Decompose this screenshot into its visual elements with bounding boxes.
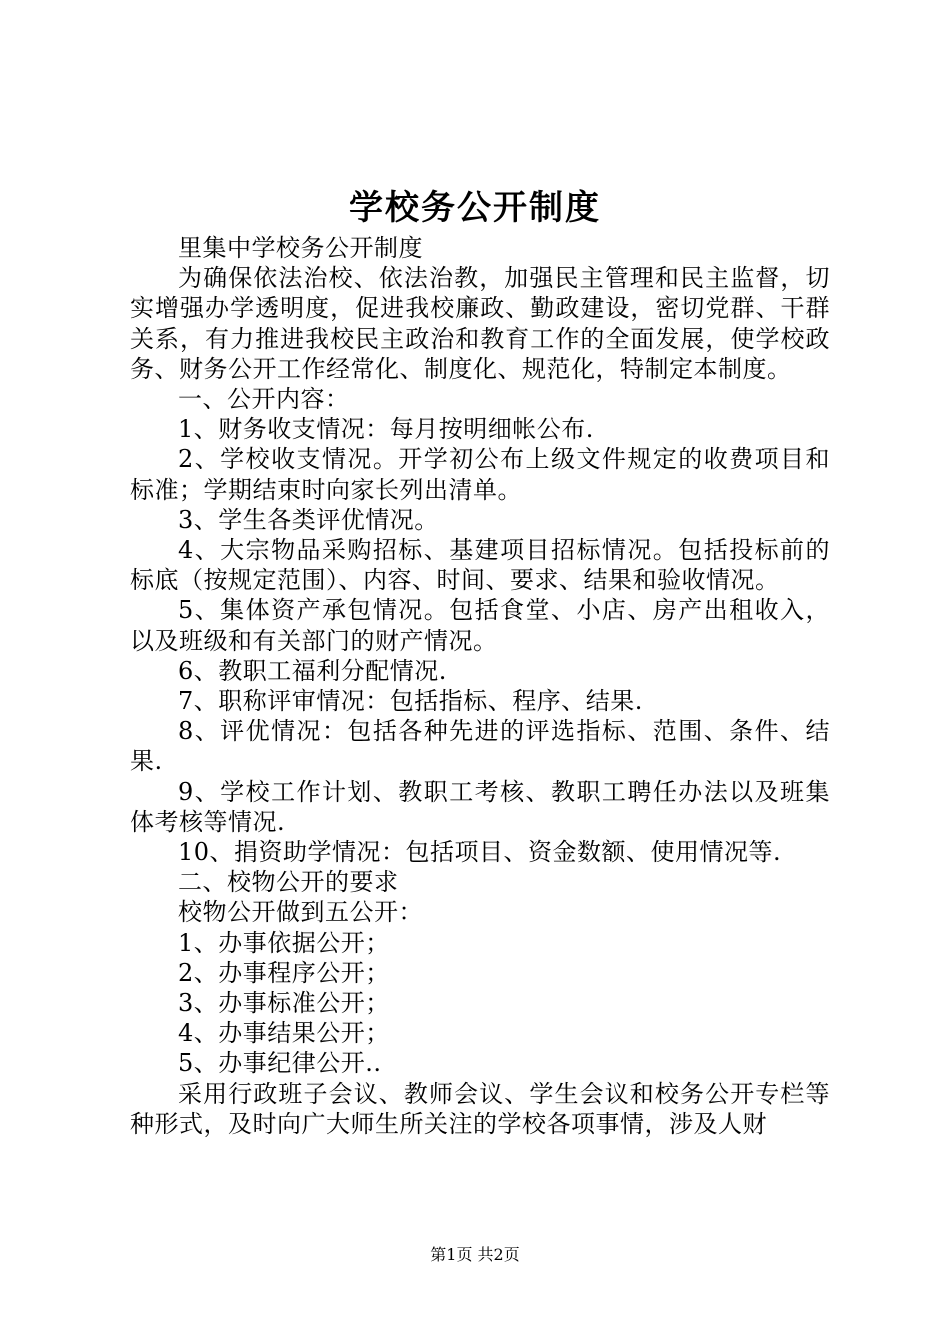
paragraph: 5、办事纪律公开.. (178, 1049, 382, 1078)
paragraph: 9、学校工作计划、教职工考核、教职工聘任办法以及班集体考核等情况. (130, 777, 830, 836)
paragraph: 10、捐资助学情况：包括项目、资金数额、使用情况等. (178, 838, 782, 867)
paragraph: 3、办事标准公开； (178, 989, 390, 1018)
paragraph: 6、教职工福利分配情况. (178, 656, 447, 685)
paragraph: 5、集体资产承包情况。包括食堂、小店、房产出租收入，以及班级和有关部门的财产情况。 (130, 596, 830, 655)
paragraph: 4、办事结果公开； (178, 1019, 390, 1048)
paragraph: 2、学校收支情况。开学初公布上级文件规定的收费项目和标准；学期结束时向家长列出清单。 (130, 445, 830, 504)
paragraph: 校物公开做到五公开： (178, 898, 423, 927)
document-title: 学校务公开制度 (349, 188, 601, 228)
paragraph: 一、公开内容： (178, 385, 350, 414)
paragraph: 1、财务收支情况：每月按明细帐公布. (178, 415, 594, 444)
paragraph: 为确保依法治校、依法治教，加强民主管理和民主监督，切实增强办学透明度，促进我校廉政、勤政建设，密切党群、干群关系，有力推进我校民主政治和教育工作的全面发展，使学校政务、财务公开工作经常化、制度化、规范化，特制定本制度。 (130, 264, 830, 383)
document-body (130, 233, 830, 1139)
paragraph: 3、学生各类评优情况。 (178, 505, 439, 534)
page-footer: 第1页 共2页 (430, 1245, 520, 1264)
paragraph: 二、校物公开的要求 (178, 868, 399, 897)
paragraph: 里集中学校务公开制度 (178, 234, 423, 262)
paragraph: 4、大宗物品采购招标、基建项目招标情况。包括投标前的标底（按规定范围）、内容、时间、要求、结果和验收情况。 (130, 536, 830, 595)
paragraph: 采用行政班子会议、教师会议、学生会议和校务公开专栏等种形式，及时向广大师生所关注的学校各项事情，涉及人财 (130, 1079, 830, 1138)
paragraph: 1、办事依据公开； (178, 928, 390, 957)
paragraph: 8、评优情况：包括各种先进的评选指标、范围、条件、结果. (130, 717, 830, 776)
paragraph: 2、办事程序公开； (178, 958, 390, 987)
paragraph: 7、职称评审情况：包括指标、程序、结果. (178, 687, 643, 716)
